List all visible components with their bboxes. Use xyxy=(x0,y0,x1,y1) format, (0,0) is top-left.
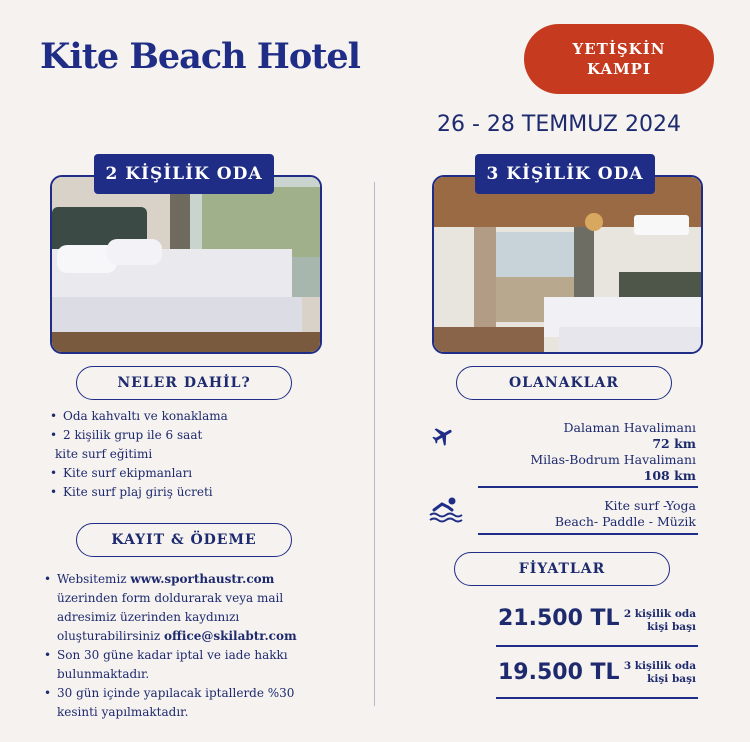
facilities-heading xyxy=(456,366,672,400)
facilities-heading-text: OLANAKLAR xyxy=(508,375,620,391)
list-item-text: adresimiz üzerinden kaydınızı xyxy=(57,610,240,624)
column-divider xyxy=(374,182,375,706)
list-item-text: üzerinden form doldurarak veya mail xyxy=(57,591,284,605)
triple-room-photo xyxy=(432,175,703,354)
registration-list xyxy=(44,570,364,722)
list-item xyxy=(44,684,364,722)
hotel-title: Kite Beach Hotel xyxy=(40,36,360,77)
airport-divider xyxy=(478,486,698,488)
airplane-icon xyxy=(430,424,456,448)
prices-heading xyxy=(454,552,670,586)
double-room-illustration xyxy=(52,177,320,352)
double-room-label: 2 KİŞİLİK ODA xyxy=(94,154,274,194)
airport-2-name: Milas-Bodrum Havalimanı xyxy=(530,452,696,467)
price-triple: 19.500 TL xyxy=(498,660,620,685)
price-note-line-2: kişi başı xyxy=(647,673,696,685)
price-note-line-1: 2 kişilik oda xyxy=(623,608,696,620)
list-item-text: Son 30 güne kadar iptal ve iade hakkı xyxy=(57,648,288,662)
email-link[interactable]: office@skilabtr.com xyxy=(164,629,297,643)
list-item-text: oluşturabilirsiniz xyxy=(57,629,165,643)
activities-divider xyxy=(478,533,698,535)
list-item-cont: kite surf eğitimi xyxy=(55,447,153,461)
airport-2-distance: 108 km xyxy=(643,468,696,483)
price-divider xyxy=(496,697,698,699)
triple-room-label: 3 KİŞİLİK ODA xyxy=(475,154,655,194)
activities-line-2: Beach- Paddle - Müzik xyxy=(554,514,696,529)
included-list xyxy=(50,407,350,502)
list-item: • Kite surf plaj giriş ücreti xyxy=(50,483,350,502)
prices-heading-text: FİYATLAR xyxy=(518,561,606,577)
list-item: • Oda kahvaltı ve konaklama xyxy=(50,407,350,426)
activities-info xyxy=(478,498,696,530)
list-item-text: 30 gün içinde yapılacak iptallerde %30 xyxy=(57,686,295,700)
price-triple-note xyxy=(606,660,696,686)
price-note-line-2: kişi başı xyxy=(647,621,696,633)
list-item-text: Websitemiz xyxy=(57,572,131,586)
activities-line-1: Kite surf -Yoga xyxy=(604,498,696,513)
included-heading-text: NELER DAHİL? xyxy=(117,375,251,391)
registration-heading-text: KAYIT & ÖDEME xyxy=(111,532,257,548)
airport-1-distance: 72 km xyxy=(652,436,696,451)
price-note-line-1: 3 kişilik oda xyxy=(623,660,696,672)
list-item xyxy=(44,570,364,646)
badge-line-1: YETİŞKİN xyxy=(572,40,666,58)
price-divider xyxy=(496,645,698,647)
triple-room-illustration xyxy=(434,177,701,352)
adult-camp-badge xyxy=(524,24,714,94)
price-double: 21.500 TL xyxy=(498,606,620,631)
list-item-text: bulunmaktadır. xyxy=(57,667,150,681)
list-item-text: kesinti yapılmaktadır. xyxy=(57,705,189,719)
list-item-text: 2 kişilik grup ile 6 saat xyxy=(63,428,203,442)
list-item xyxy=(50,426,350,464)
list-item: • Kite surf ekipmanları xyxy=(50,464,350,483)
double-room-photo xyxy=(50,175,322,354)
badge-line-2: KAMPI xyxy=(587,60,651,78)
list-item xyxy=(44,646,364,684)
airport-info xyxy=(478,420,696,484)
swimmer-icon xyxy=(428,495,464,523)
airport-1-name: Dalaman Havalimanı xyxy=(563,420,696,435)
included-heading xyxy=(76,366,292,400)
website-link[interactable]: www.sporthaustr.com xyxy=(130,572,275,586)
registration-heading xyxy=(76,523,292,557)
event-dates: 26 - 28 TEMMUZ 2024 xyxy=(437,112,681,137)
price-double-note xyxy=(606,608,696,634)
